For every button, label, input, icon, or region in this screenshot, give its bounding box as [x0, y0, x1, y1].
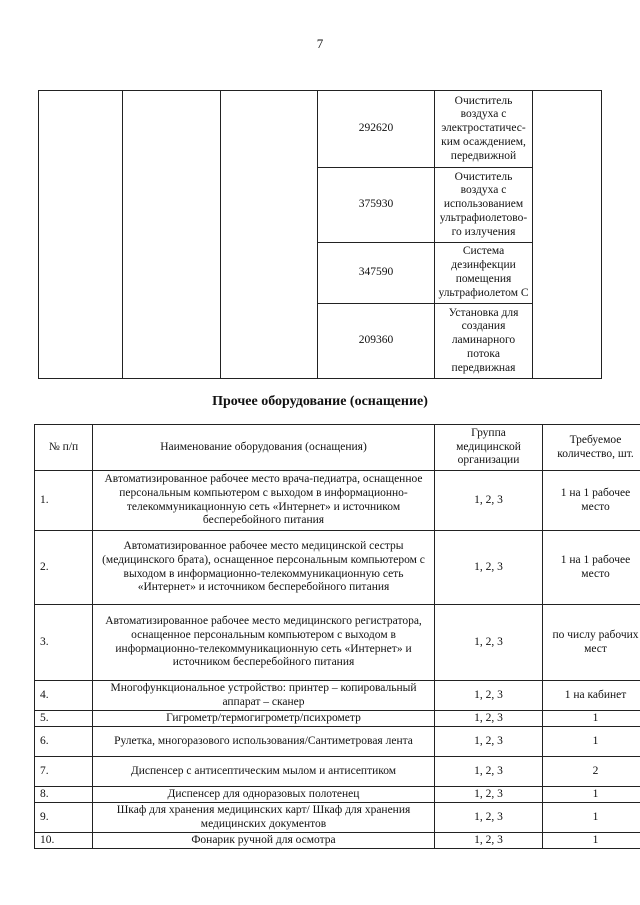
equipment-name: Фонарик ручной для осмотра	[93, 833, 435, 849]
equipment-name: Автоматизированное рабочее место медицинской сестры (медицинского брата), оснащенное персональным компьютером с выходом в информационно-телекоммуникационную сеть «Интернет» и источником бесперебойного питания	[93, 531, 435, 605]
empty-cell	[533, 91, 602, 379]
equipment-name: Автоматизированное рабочее место медицинского регистратора, оснащенное персональным компьютером с выходом в информационно-телекоммуникационную сеть «Интернет» и источником бесперебойного питания	[93, 605, 435, 681]
header-qty: Требуемое количество, шт.	[543, 425, 640, 471]
required-quantity: 1	[543, 833, 640, 849]
equipment-name: Диспенсер для одноразовых полотенец	[93, 787, 435, 803]
equipment-code: 292620	[318, 91, 435, 168]
equipment-name: Система дезинфекции помещения ультрафиолетом С	[435, 243, 533, 304]
row-number: 6.	[35, 727, 93, 757]
header-group: Группа медицинской организации	[435, 425, 543, 471]
required-quantity: 1	[543, 711, 640, 727]
row-number: 10.	[35, 833, 93, 849]
equipment-name: Гигрометр/термогигрометр/психрометр	[93, 711, 435, 727]
organization-group: 1, 2, 3	[435, 803, 543, 833]
table-row	[35, 787, 640, 803]
table-header-row	[35, 425, 640, 471]
page-number: 7	[316, 36, 324, 51]
required-quantity: 1	[543, 787, 640, 803]
equipment-code: 209360	[318, 304, 435, 379]
required-quantity: 1 на 1 рабочее место	[543, 471, 640, 531]
table-row	[39, 91, 602, 168]
section-title: Прочее оборудование (оснащение)	[212, 394, 428, 409]
organization-group: 1, 2, 3	[435, 605, 543, 681]
required-quantity: 1 на 1 рабочее место	[543, 531, 640, 605]
required-quantity: по числу рабочих мест	[543, 605, 640, 681]
equipment-code: 347590	[318, 243, 435, 304]
empty-cell	[39, 91, 123, 379]
required-quantity: 1	[543, 727, 640, 757]
row-number: 2.	[35, 531, 93, 605]
equipment-name: Диспенсер с антисептическим мылом и антисептиком	[93, 757, 435, 787]
organization-group: 1, 2, 3	[435, 681, 543, 711]
equipment-name: Автоматизированное рабочее место врача-педиатра, оснащенное персональным компьютером с выходом в информационно-телекоммуникационную сеть «Интернет» и источником бесперебойного питания	[93, 471, 435, 531]
table-row	[35, 681, 640, 711]
row-number: 3.	[35, 605, 93, 681]
row-number: 9.	[35, 803, 93, 833]
equipment-name: Многофункциональное устройство: принтер – копировальный аппарат – сканер	[93, 681, 435, 711]
organization-group: 1, 2, 3	[435, 531, 543, 605]
header-num: № п/п	[35, 425, 93, 471]
table-row	[35, 605, 640, 681]
equipment-name: Очиститель воздуха с электростатичес-ким осаждением, передвижной	[435, 91, 533, 168]
equipment-code: 375930	[318, 168, 435, 243]
other-equipment-table	[34, 424, 640, 849]
equipment-name: Установка для создания ламинарного потока передвижная	[435, 304, 533, 379]
header-name: Наименование оборудования (оснащения)	[93, 425, 435, 471]
required-quantity: 2	[543, 757, 640, 787]
table-row	[35, 727, 640, 757]
row-number: 1.	[35, 471, 93, 531]
table-row	[35, 833, 640, 849]
empty-cell	[123, 91, 221, 379]
equipment-name: Рулетка, многоразового использования/Сантиметровая лента	[93, 727, 435, 757]
table-row	[35, 757, 640, 787]
table-row	[35, 531, 640, 605]
organization-group: 1, 2, 3	[435, 471, 543, 531]
organization-group: 1, 2, 3	[435, 757, 543, 787]
empty-cell	[221, 91, 318, 379]
table-row	[35, 471, 640, 531]
equipment-name: Шкаф для хранения медицинских карт/ Шкаф для хранения медицинских документов	[93, 803, 435, 833]
organization-group: 1, 2, 3	[435, 833, 543, 849]
required-quantity: 1 на кабинет	[543, 681, 640, 711]
row-number: 7.	[35, 757, 93, 787]
organization-group: 1, 2, 3	[435, 711, 543, 727]
organization-group: 1, 2, 3	[435, 787, 543, 803]
required-quantity: 1	[543, 803, 640, 833]
equipment-name: Очиститель воздуха с использованием ультрафиолетово-го излучения	[435, 168, 533, 243]
row-number: 8.	[35, 787, 93, 803]
equipment-table-continued	[38, 90, 602, 379]
row-number: 5.	[35, 711, 93, 727]
table-row	[35, 711, 640, 727]
organization-group: 1, 2, 3	[435, 727, 543, 757]
table-row	[35, 803, 640, 833]
row-number: 4.	[35, 681, 93, 711]
